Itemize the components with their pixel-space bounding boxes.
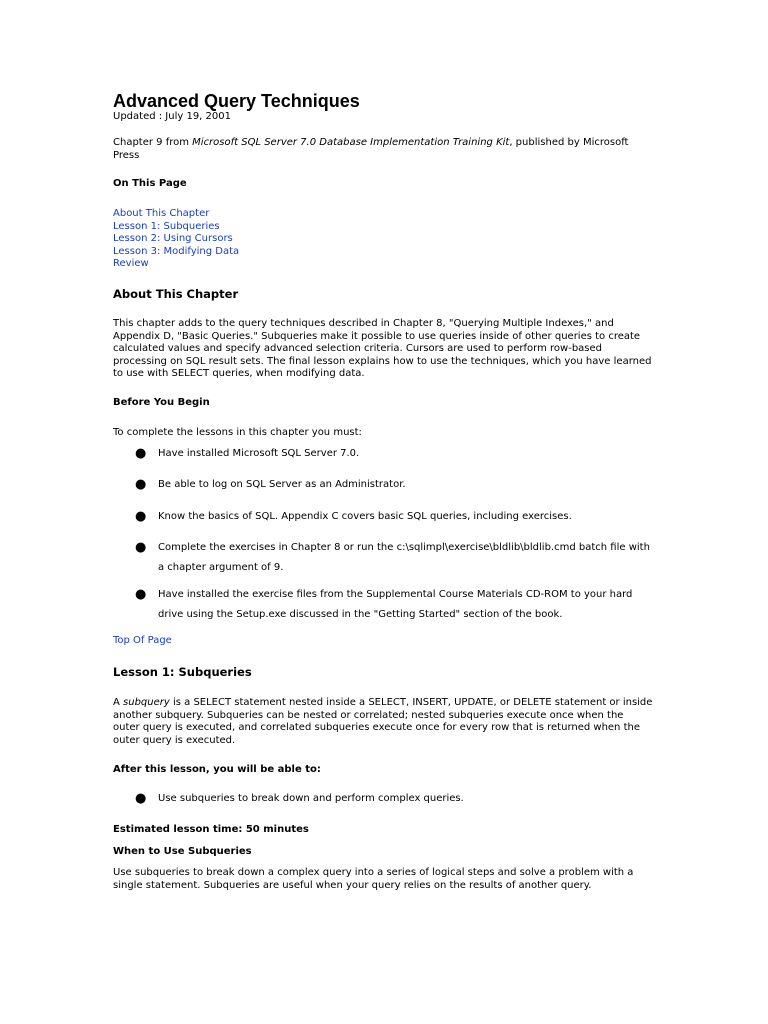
on-this-page-nav	[113, 208, 239, 271]
list-item: ● Use subqueries to break down and perform complex queries.	[158, 789, 653, 809]
bullet-icon: ●	[135, 540, 147, 555]
bullet-icon: ●	[135, 509, 147, 524]
list-item: ● Complete the exercises in Chapter 8 or run the c:\sqlimpl\exercise\bldlib\bldlib.cmd batch file with a chapter argument of 9.	[135, 540, 650, 573]
nav-link-lesson-2[interactable]: Lesson 2: Using Cursors	[113, 233, 233, 245]
bullet-icon: ●	[135, 587, 147, 602]
subquery-term: subquery	[123, 697, 170, 708]
book-title: Microsoft SQL Server 7.0 Database Implementation Training Kit	[192, 137, 510, 148]
lesson-1-paragraph: A subquery is a SELECT statement nested inside a SELECT, INSERT, UPDATE, or DELETE statement or inside another subquery. Subqueries can be nested or correlated; nested subqueries execute once when the outer query is executed, and correlated subqueries execute once for every row that is returned when the outer query is executed.	[113, 697, 653, 746]
bullet-icon: ●	[135, 791, 147, 806]
when-paragraph: Use subqueries to break down a complex query into a series of logical steps and solve a problem with a single statement. Subqueries are useful when your query relies on the results of another query.	[113, 867, 634, 891]
about-heading: About This Chapter	[113, 287, 239, 301]
when-heading: When to Use Subqueries	[113, 846, 252, 857]
before-heading: Before You Begin	[113, 397, 210, 408]
list-item: ● Have installed Microsoft SQL Server 7.0.	[158, 444, 653, 464]
bullet-icon: ●	[135, 446, 147, 461]
intro-prefix: Chapter 9 from	[113, 137, 193, 148]
top-of-page-link[interactable]: Top Of Page	[113, 635, 172, 646]
page-title: Advanced Query Techniques	[113, 91, 360, 111]
list-item: ● Have installed the exercise files from the Supplemental Course Materials CD-ROM to your hard drive using the Setup.exe discussed in the "Getting Started" section of the book.	[135, 587, 633, 620]
before-lead: To complete the lessons in this chapter you must:	[113, 427, 362, 438]
nav-link-about[interactable]: About This Chapter	[113, 208, 210, 219]
list-item: ● Be able to log on SQL Server as an Administrator.	[158, 475, 653, 495]
after-lesson-heading: After this lesson, you will be able to:	[113, 764, 321, 775]
lesson-1-heading: Lesson 1: Subqueries	[113, 665, 252, 679]
nav-link-lesson-1[interactable]: Lesson 1: Subqueries	[113, 220, 220, 232]
list-item: ● Know the basics of SQL. Appendix C covers basic SQL queries, including exercises.	[158, 507, 653, 527]
lesson-time: Estimated lesson time: 50 minutes	[113, 824, 309, 835]
nav-link-review[interactable]: Review	[113, 258, 149, 270]
updated-date: Updated : July 19, 2001	[113, 111, 231, 122]
bullet-icon: ●	[135, 477, 147, 492]
on-this-page-heading: On This Page	[113, 178, 187, 189]
nav-link-lesson-3[interactable]: Lesson 3: Modifying Data	[113, 245, 240, 257]
intro-paragraph	[113, 137, 653, 162]
intro-suffix: , published by Microsoft Press	[113, 137, 629, 161]
about-paragraph: This chapter adds to the query techniques described in Chapter 8, "Querying Multiple Indexes," and Appendix D, "Basic Queries." Subqueries make it possible to use queries inside of other queries to create calculated values and specify advanced selection criteria. Cursors are used to perform row-based processing on SQL result sets. The final lesson explains how to use the techniques, which you have learned to use with SELECT queries, when modifying data.	[113, 318, 652, 380]
